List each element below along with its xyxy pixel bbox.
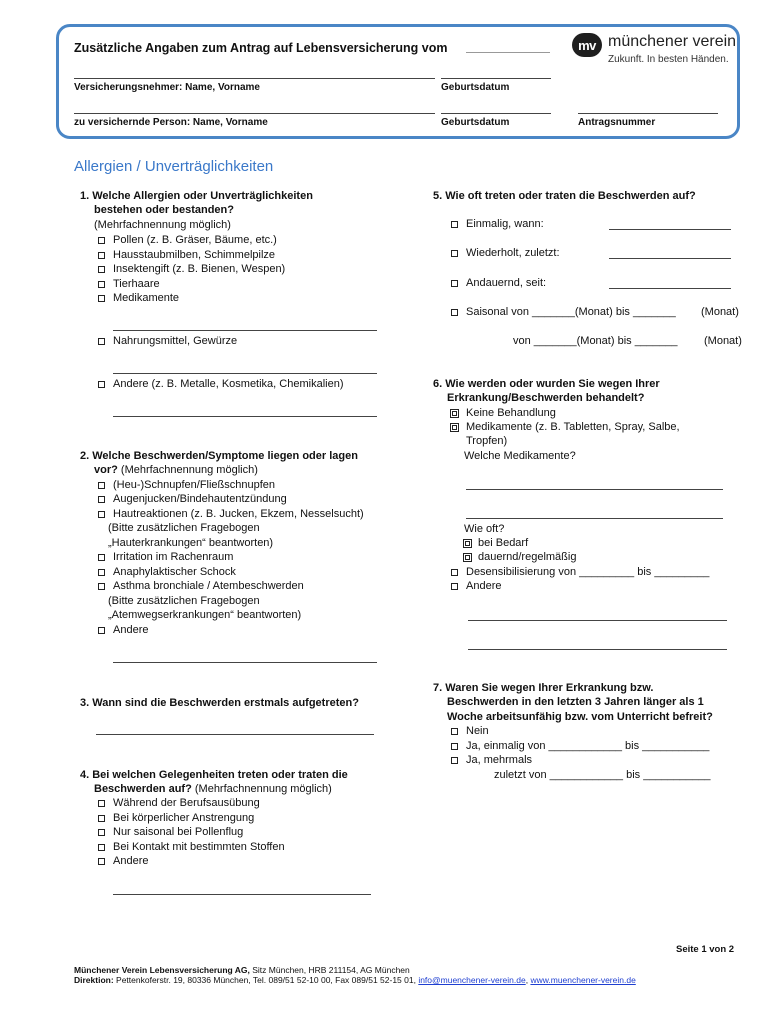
q5-checkbox-andauernd[interactable]	[451, 280, 458, 287]
q2-option-asthma: Asthma bronchiale / Atembeschwerden	[113, 580, 304, 592]
q6-checkbox-regelmaessig[interactable]	[463, 553, 472, 562]
q2-option-schock: Anaphylaktischer Schock	[113, 566, 236, 578]
q2-option-augen: Augenjucken/Bindehautentzündung	[113, 493, 287, 505]
q4-title-2: Beschwerden auf? (Mehrfachnennung möglich)	[94, 783, 332, 795]
q2-option-rachen: Irritation im Rachenraum	[113, 551, 234, 563]
q2-checkbox-augen[interactable]	[98, 496, 105, 503]
q5-monat-1: (Monat)	[701, 306, 739, 318]
q1-checkbox-nahrung[interactable]	[98, 338, 105, 345]
q5-title: 5. Wie oft treten oder traten die Beschwerden auf?	[433, 190, 696, 202]
q1-option-medikamente: Medikamente	[113, 292, 180, 304]
q6-checkbox-medikamente[interactable]	[450, 423, 459, 432]
q2-option-andere: Andere	[113, 624, 149, 636]
q2-title-1: 2. Welche Beschwerden/Symptome liegen oder lagen	[80, 450, 358, 462]
q1-checkbox-pollen[interactable]	[98, 237, 105, 244]
q1-andere-field[interactable]	[113, 416, 377, 417]
vp-birth-field[interactable]	[441, 113, 551, 114]
q4-option-andere: Andere	[113, 855, 149, 867]
q7-checkbox-nein[interactable]	[451, 728, 458, 735]
q5-option-saisonal: Saisonal von _______(Monat) bis _______	[466, 306, 676, 318]
q4-option-kontakt: Bei Kontakt mit bestimmten Stoffen	[113, 841, 285, 853]
vn-birth-label: Geburtsdatum	[441, 82, 510, 93]
q5-monat-2: (Monat)	[704, 335, 742, 347]
q7-checkbox-mehrmals[interactable]	[451, 757, 458, 764]
q4-checkbox-kontakt[interactable]	[98, 844, 105, 851]
q6-how-often: Wie oft?	[464, 523, 505, 535]
q1-medikamente-field[interactable]	[113, 330, 377, 331]
q5-checkbox-einmalig[interactable]	[451, 221, 458, 228]
q1-option-tierhaare: Tierhaare	[113, 278, 160, 290]
vp-birth-label: Geburtsdatum	[441, 117, 510, 128]
q2-option-haut: Hautreaktionen (z. B. Jucken, Ekzem, Nesselsucht)	[113, 508, 364, 520]
q2-checkbox-schock[interactable]	[98, 569, 105, 576]
q5-einmalig-field[interactable]	[609, 229, 731, 230]
q2-checkbox-haut[interactable]	[98, 511, 105, 518]
q4-checkbox-pollenflug[interactable]	[98, 829, 105, 836]
q5-checkbox-wiederholt[interactable]	[451, 250, 458, 257]
vn-name-label: Versicherungsnehmer: Name, Vorname	[74, 82, 260, 93]
q6-option-keine: Keine Behandlung	[466, 407, 556, 419]
q6-andere-field-2[interactable]	[468, 649, 727, 650]
q5-andauernd-field[interactable]	[609, 288, 731, 289]
q5-saisonal-2: von _______(Monat) bis _______	[513, 335, 678, 347]
q2-hint-haut-2: „Hauterkrankungen“ beantworten)	[108, 537, 274, 549]
q2-checkbox-rachen[interactable]	[98, 554, 105, 561]
q4-andere-field[interactable]	[113, 894, 371, 895]
q7-title-2: Beschwerden in den letzten 3 Jahren länger als 1	[447, 696, 704, 708]
vp-name-field[interactable]	[74, 113, 435, 114]
q1-title-1: 1. Welche Allergien oder Unverträglichkeiten	[80, 190, 313, 202]
q1-option-nahrung: Nahrungsmittel, Gewürze	[113, 335, 238, 347]
q4-checkbox-andere[interactable]	[98, 858, 105, 865]
q1-checkbox-milben[interactable]	[98, 252, 105, 259]
q5-option-wiederholt: Wiederholt, zuletzt:	[466, 247, 560, 259]
form-title: Zusätzliche Angaben zum Antrag auf Lebensversicherung vom	[74, 41, 448, 55]
q2-hint-haut-1: (Bitte zusätzlichen Fragebogen	[108, 522, 260, 534]
footer-email-link[interactable]: info@muenchener-verein.de	[418, 975, 526, 985]
q2-hint-atem-1: (Bitte zusätzlichen Fragebogen	[108, 595, 260, 607]
q1-checkbox-tierhaare[interactable]	[98, 281, 105, 288]
section-title: Allergien / Unverträglichkeiten	[74, 158, 274, 175]
logo-slogan: Zukunft. In besten Händen.	[608, 54, 729, 65]
q1-checkbox-medikamente[interactable]	[98, 295, 105, 302]
footer-address: Direktion: Pettenkoferstr. 19, 80336 München, Tel. 089/51 52-10 00, Fax 089/51 52-15 01, info@muenchener-verein.de, www.muenchener-verein.de	[74, 975, 636, 985]
q1-option-milben: Hausstaubmilben, Schimmelpilze	[113, 249, 276, 261]
q4-option-pollenflug: Nur saisonal bei Pollenflug	[113, 826, 244, 838]
antragsnummer-label: Antragsnummer	[578, 117, 656, 128]
q6-title-2: Erkrankung/Beschwerden behandelt?	[447, 392, 645, 404]
q6-med-field-2[interactable]	[466, 518, 723, 519]
q2-andere-field[interactable]	[113, 662, 377, 663]
q4-checkbox-anstrengung[interactable]	[98, 815, 105, 822]
q6-checkbox-andere[interactable]	[451, 583, 458, 590]
q7-title-1: 7. Waren Sie wegen Ihrer Erkrankung bzw.	[433, 682, 654, 694]
antrag-date-field[interactable]	[466, 52, 550, 53]
q1-checkbox-insekten[interactable]	[98, 266, 105, 273]
q1-nahrung-field[interactable]	[113, 373, 377, 374]
q1-title-2: bestehen oder bestanden?	[94, 204, 234, 216]
q1-note: (Mehrfachnennung möglich)	[94, 219, 231, 231]
q5-checkbox-saisonal[interactable]	[451, 309, 458, 316]
q4-option-beruf: Während der Berufsausübung	[113, 797, 260, 809]
logo-mark: mv	[572, 33, 602, 57]
q6-option-medikamente-2: Tropfen)	[466, 435, 508, 447]
q7-checkbox-einmalig[interactable]	[451, 743, 458, 750]
logo-name: münchener verein	[608, 33, 737, 50]
q6-med-field-1[interactable]	[466, 489, 723, 490]
q1-checkbox-andere[interactable]	[98, 381, 105, 388]
footer-company: Münchener Verein Lebensversicherung AG, Sitz München, HRB 211154, AG München	[74, 965, 410, 975]
q4-title-1: 4. Bei welchen Gelegenheiten treten oder traten die	[80, 769, 348, 781]
q2-hint-atem-2: „Atemwegserkrankungen“ beantworten)	[108, 609, 302, 621]
q6-checkbox-keine[interactable]	[450, 409, 459, 418]
q2-option-schnupfen: (Heu-)Schnupfen/Fließschnupfen	[113, 479, 276, 491]
q6-checkbox-desens[interactable]	[451, 569, 458, 576]
q7-title-3: Woche arbeitsunfähig bzw. vom Unterricht befreit?	[447, 711, 713, 723]
q6-option-medikamente: Medikamente (z. B. Tabletten, Spray, Salbe,	[466, 421, 680, 433]
vn-name-field[interactable]	[74, 78, 435, 79]
page-number: Seite 1 von 2	[676, 944, 735, 955]
q1-option-pollen: Pollen (z. B. Gräser, Bäume, etc.)	[113, 234, 277, 246]
antragsnummer-field[interactable]	[578, 113, 718, 114]
q5-option-andauernd: Andauernd, seit:	[466, 277, 547, 289]
q3-title: 3. Wann sind die Beschwerden erstmals aufgetreten?	[80, 697, 359, 709]
q2-checkbox-andere[interactable]	[98, 627, 105, 634]
q2-checkbox-asthma[interactable]	[98, 583, 105, 590]
vn-birth-field[interactable]	[441, 78, 551, 79]
q5-option-einmalig: Einmalig, wann:	[466, 218, 544, 230]
q6-checkbox-bedarf[interactable]	[463, 539, 472, 548]
q7-option-einmalig: Ja, einmalig von ____________ bis ___________	[466, 740, 710, 752]
q6-andere-field-1[interactable]	[468, 620, 727, 621]
q5-wiederholt-field[interactable]	[609, 258, 731, 259]
q2-checkbox-schnupfen[interactable]	[98, 482, 105, 489]
q4-option-anstrengung: Bei körperlicher Anstrengung	[113, 812, 255, 824]
q7-zuletzt: zuletzt von ____________ bis ___________	[494, 769, 711, 781]
q2-title-2: vor? (Mehrfachnennung möglich)	[94, 464, 258, 476]
q4-checkbox-beruf[interactable]	[98, 800, 105, 807]
footer-web-link[interactable]: www.muenchener-verein.de	[530, 975, 636, 985]
q6-title-1: 6. Wie werden oder wurden Sie wegen Ihrer	[433, 378, 660, 390]
q6-option-bedarf: bei Bedarf	[478, 537, 529, 549]
q1-option-insekten: Insektengift (z. B. Bienen, Wespen)	[113, 263, 286, 275]
q7-option-nein: Nein	[466, 725, 489, 737]
q6-which-med: Welche Medikamente?	[464, 450, 576, 462]
q6-option-regelmaessig: dauernd/regelmäßig	[478, 551, 577, 563]
q1-option-andere: Andere (z. B. Metalle, Kosmetika, Chemikalien)	[113, 378, 344, 390]
q3-answer-field[interactable]	[96, 734, 374, 735]
q6-option-desens: Desensibilisierung von _________ bis _________	[466, 566, 710, 578]
vp-name-label: zu versichernde Person: Name, Vorname	[74, 117, 268, 128]
q6-option-andere: Andere	[466, 580, 502, 592]
q7-option-mehrmals: Ja, mehrmals	[466, 754, 533, 766]
